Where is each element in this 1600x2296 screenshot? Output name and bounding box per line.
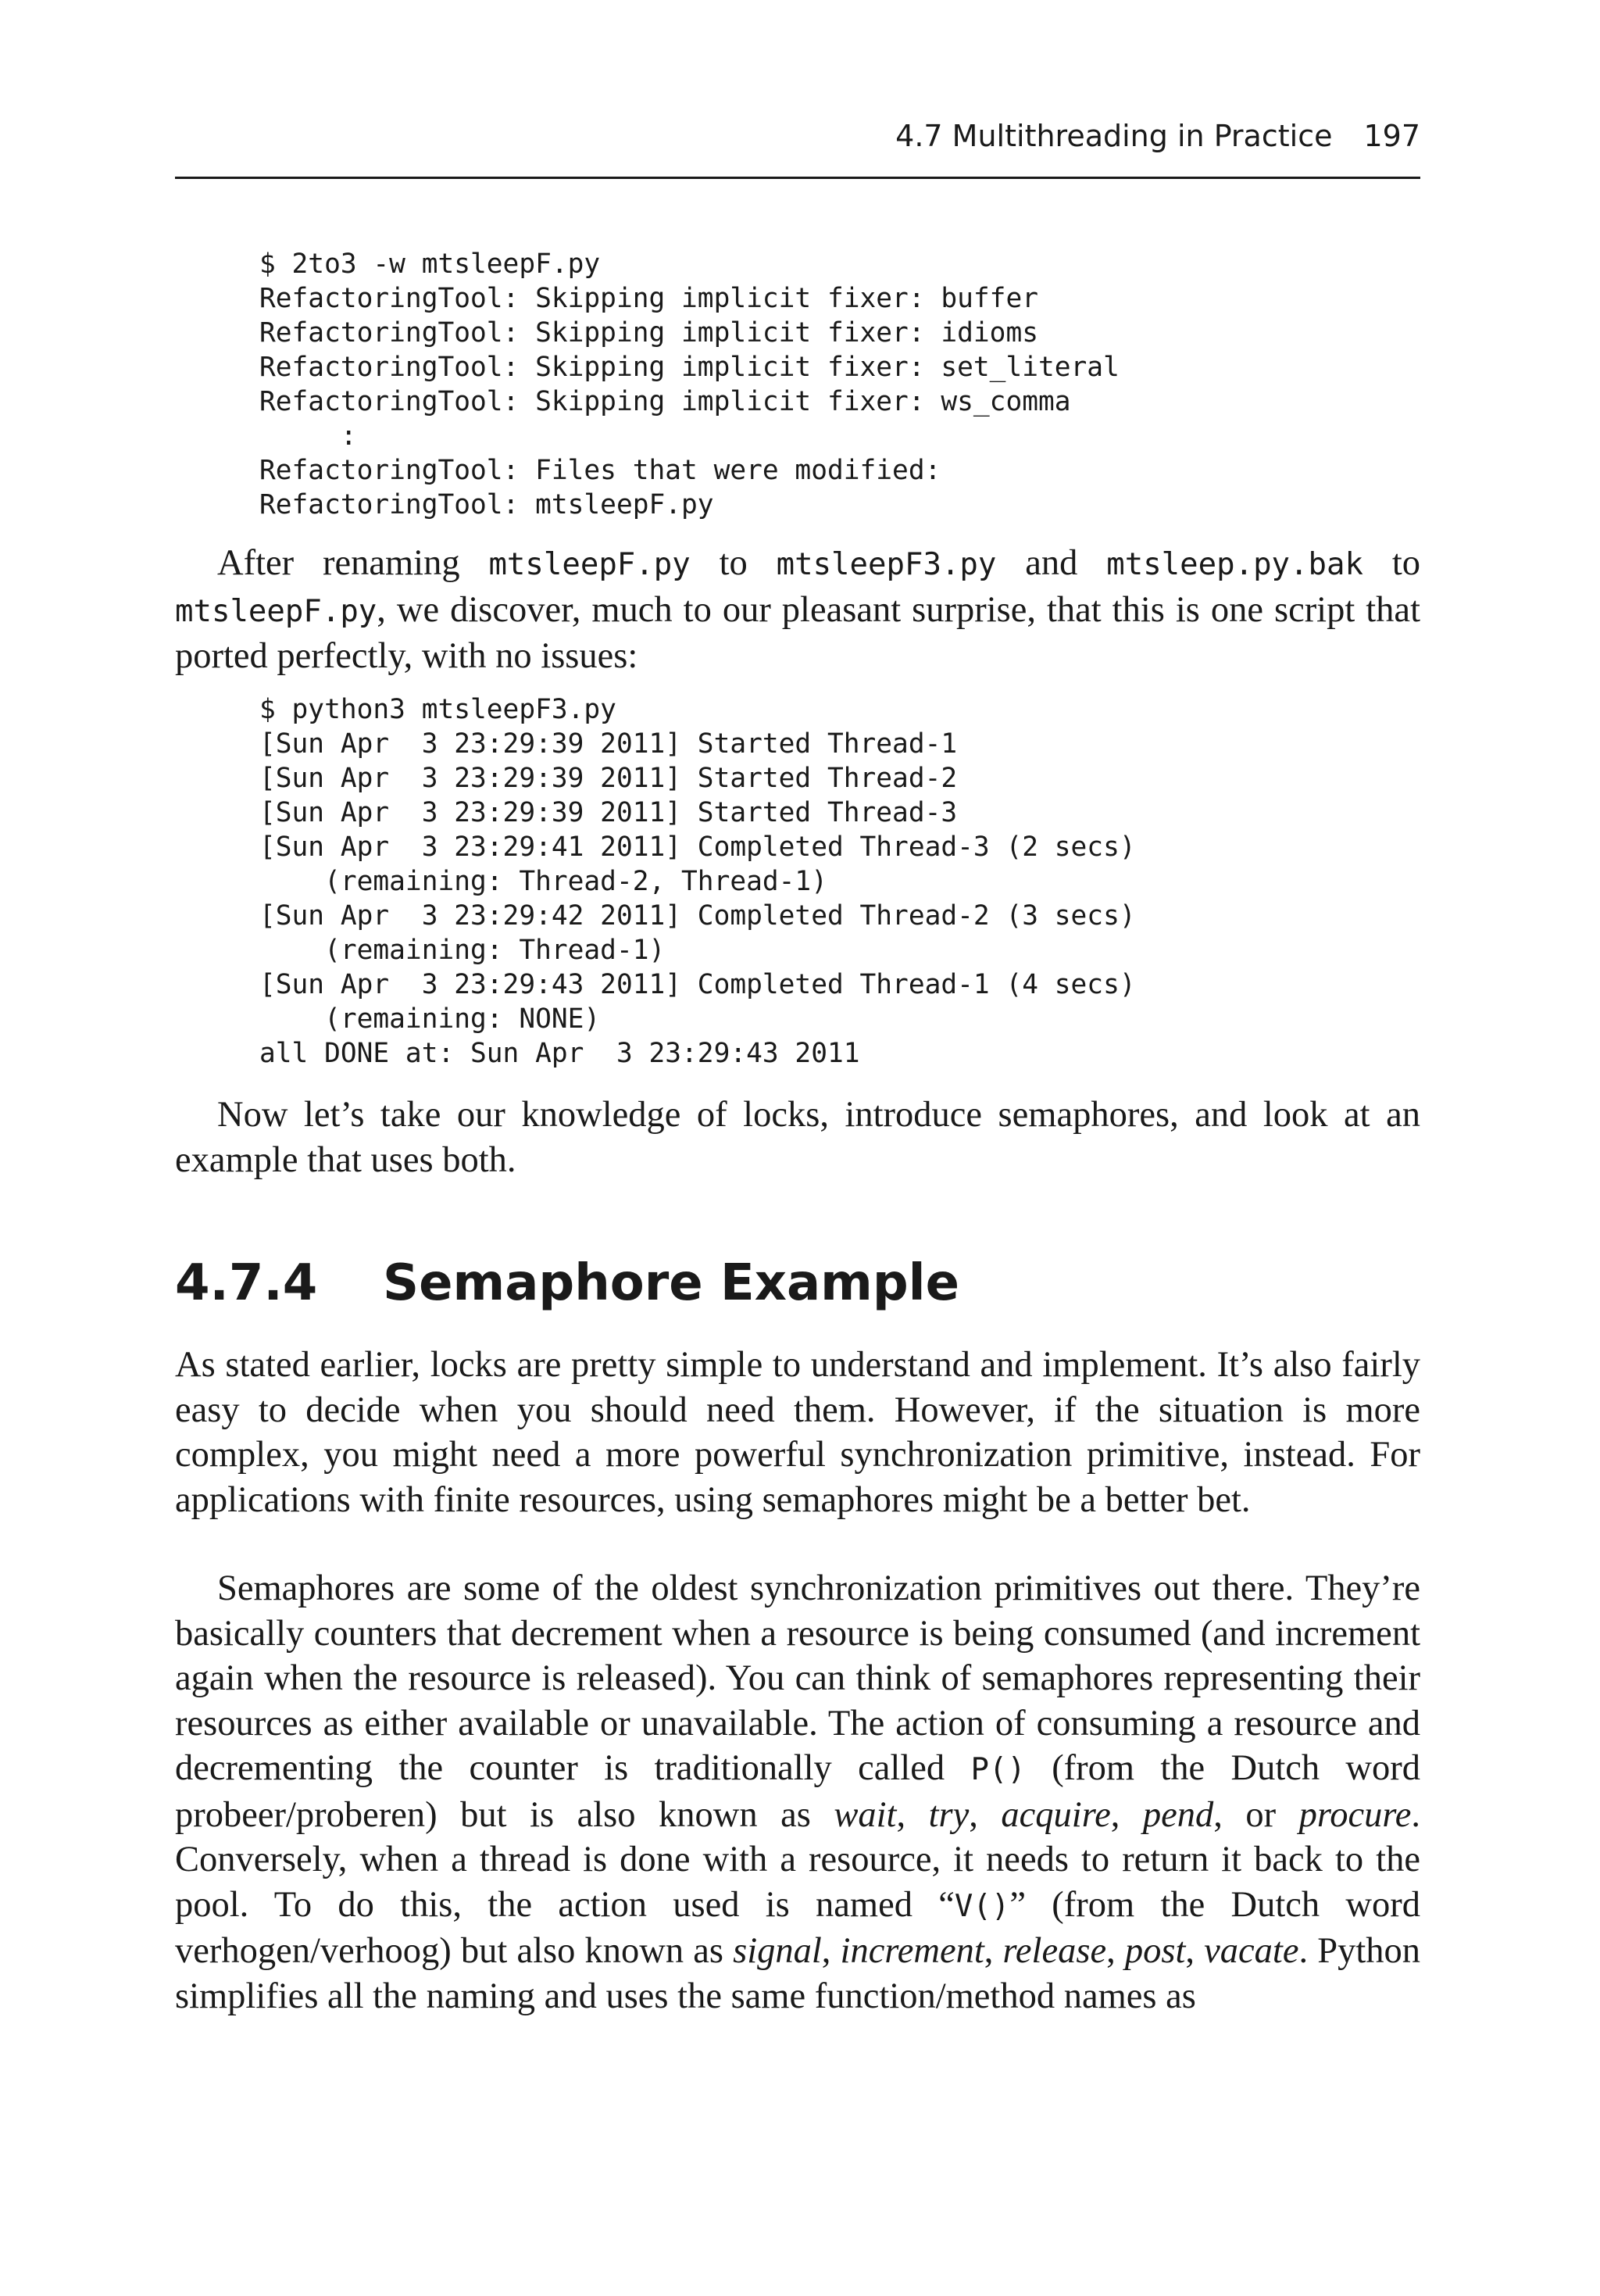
paragraph-renaming: After renaming mtsleepF.py to mtsleepF3.py and mtsleep.py.bak to mtsleepF.py, we discover, much to our pleasant surprise, that this is one script that ported perfectly, with no issues:	[175, 543, 1420, 676]
code-line: [Sun Apr 3 23:29:41 2011] Completed Thread-3 (2 secs)	[259, 831, 1136, 863]
running-header	[895, 119, 1420, 153]
running-header-section: 4.7 Multithreading in Practice	[895, 119, 1333, 153]
code-line: RefactoringTool: Files that were modified:	[259, 455, 941, 486]
code-line: $ 2to3 -w mtsleepF.py	[259, 249, 601, 280]
paragraph-semaphores: Semaphores are some of the oldest synchronization primitives out there. They’re basically counters that decrement when a resource is being consumed (and increment again when the resource is released). You can think of semaphores representing their resources as either available or unavailable. The action of consuming a resource and decrementing the counter is traditionally called P() (from the Dutch word probeer/proberen) but is also known as wait, try, acquire, pend, or procure. Conversely, when a thread is done with a resource, it needs to return it back to the pool. To do this, the action used is named “V()” (from the Dutch word verhogen/verhoog) but also known as signal, increment, release, post, vacate. Python simplifies all the naming and uses the same function/method names as	[175, 1568, 1421, 2016]
section-number: 4.7.4	[175, 1254, 318, 1312]
inline-code: mtsleepF.py	[488, 547, 691, 582]
code-line: [Sun Apr 3 23:29:42 2011] Completed Thread-2 (3 secs)	[259, 900, 1136, 932]
code-line: RefactoringTool: Skipping implicit fixer: idioms	[259, 317, 1038, 349]
header-rule	[175, 177, 1420, 179]
inline-code: mtsleepF3.py	[776, 547, 997, 582]
code-line: RefactoringTool: Skipping implicit fixer: buffer	[259, 283, 1038, 314]
code-line: (remaining: Thread-2, Thread-1)	[259, 866, 827, 897]
code-line: RefactoringTool: mtsleepF.py	[259, 489, 714, 520]
code-line: RefactoringTool: Skipping implicit fixer: set_literal	[259, 352, 1120, 383]
inline-code: mtsleep.py.bak	[1106, 547, 1363, 582]
code-line: (remaining: Thread-1)	[259, 935, 666, 966]
code-block-2to3-output	[259, 247, 1120, 522]
paragraph-locks-intro: As stated earlier, locks are pretty simple to understand and implement. It’s also fairly easy to decide when you should need them. However, if the situation is more complex, you might need a more powerful synchronization primitive, instead. For applications with finite resources, using semaphores might be a better bet.	[175, 1345, 1420, 1520]
code-line: [Sun Apr 3 23:29:43 2011] Completed Thread-1 (4 secs)	[259, 969, 1136, 1000]
code-line: (remaining: NONE)	[259, 1003, 601, 1035]
code-line: [Sun Apr 3 23:29:39 2011] Started Thread-1	[259, 728, 958, 760]
section-heading	[175, 1252, 959, 1314]
code-line: [Sun Apr 3 23:29:39 2011] Started Thread-2	[259, 763, 958, 794]
code-block-python3-output	[259, 692, 1136, 1071]
inline-code: P()	[970, 1752, 1026, 1787]
paragraph-transition: Now let’s take our knowledge of locks, introduce semaphores, and look at an example that uses both.	[175, 1095, 1420, 1180]
page-number: 197	[1363, 119, 1420, 153]
section-title: Semaphore Example	[383, 1254, 959, 1312]
code-line: [Sun Apr 3 23:29:39 2011] Started Thread-3	[259, 797, 958, 828]
code-line: $ python3 mtsleepF3.py	[259, 694, 616, 725]
code-line: all DONE at: Sun Apr 3 23:29:43 2011	[259, 1038, 860, 1069]
inline-code: mtsleepF.py	[175, 593, 377, 629]
code-line: :	[259, 420, 357, 452]
inline-code: V()	[954, 1888, 1010, 1924]
code-line: RefactoringTool: Skipping implicit fixer: ws_comma	[259, 386, 1071, 417]
